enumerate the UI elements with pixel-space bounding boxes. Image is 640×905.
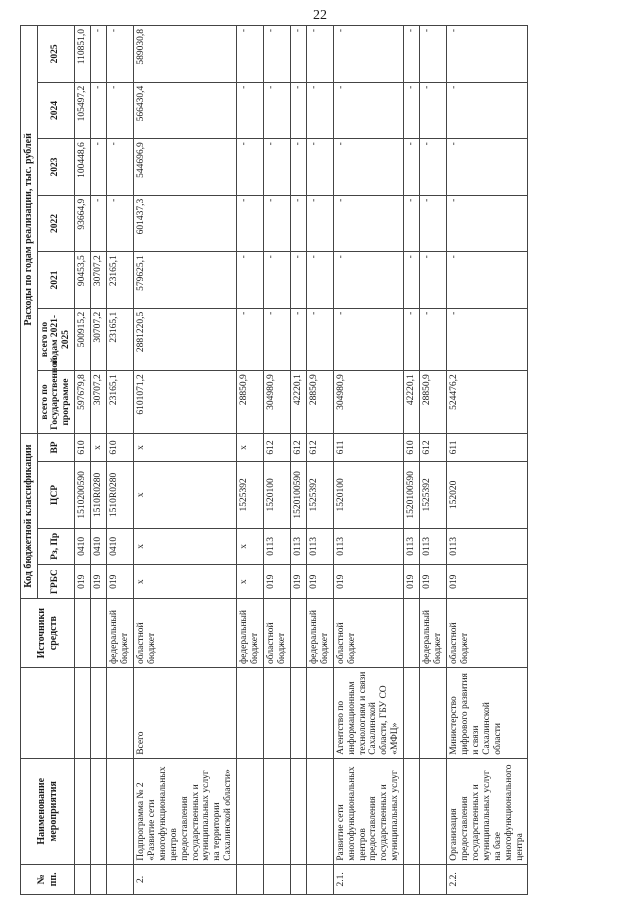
executor — [237, 667, 264, 758]
vr-code: x — [237, 433, 264, 461]
header-rzpr: Рз, Пр — [37, 528, 75, 564]
executor — [420, 667, 447, 758]
year-2022-value: 93664,9 — [75, 195, 91, 252]
year-2024-value: 566430,4 — [133, 82, 236, 139]
rzpr-code: 0113 — [404, 528, 420, 564]
total-program-value: 42220,1 — [290, 371, 306, 434]
csr-code: 1520100 — [264, 462, 291, 529]
total-program-value: 6101071,2 — [133, 371, 236, 434]
table-body — [75, 26, 528, 895]
year-2025-value: - — [264, 26, 291, 83]
table-row — [333, 26, 404, 895]
rzpr-code: 0113 — [290, 528, 306, 564]
row-number — [404, 864, 420, 894]
table-row — [237, 26, 264, 895]
executor: Министерство цифрового развития и связи Сахалинской области — [447, 667, 528, 758]
executor — [306, 667, 333, 758]
year-2025-value: - — [404, 26, 420, 83]
header-name: Наименование мероприятия — [21, 758, 75, 864]
grbs-code: 019 — [404, 565, 420, 599]
year-2021-value: - — [447, 252, 528, 309]
total-program-value: 23165,1 — [107, 371, 134, 434]
year-2022-value: - — [107, 195, 134, 252]
rzpr-code: 0410 — [75, 528, 91, 564]
year-2022-value: - — [333, 195, 404, 252]
rzpr-code: 0113 — [264, 528, 291, 564]
header-csr: ЦСР — [37, 462, 75, 529]
header-no: № пп. — [21, 864, 75, 894]
year-2024-value: - — [290, 82, 306, 139]
header-total-years: всего по годам 2021-2025 — [37, 308, 75, 371]
csr-code: 1510R0280 — [107, 462, 134, 529]
activity-name — [264, 758, 291, 864]
funding-source: областной бюджет — [133, 599, 236, 668]
table-row — [75, 26, 91, 895]
row-number — [237, 864, 264, 894]
year-2024-value: - — [447, 82, 528, 139]
year-2024-value: - — [333, 82, 404, 139]
total-years-value: - — [447, 308, 528, 371]
header-vr: ВР — [37, 433, 75, 461]
year-2025-value: - — [91, 26, 107, 83]
year-2023-value: - — [420, 139, 447, 196]
funding-source — [290, 599, 306, 668]
year-2023-value: - — [333, 139, 404, 196]
funding-source: областной бюджет — [447, 599, 528, 668]
year-2021-value: - — [420, 252, 447, 309]
activity-name — [237, 758, 264, 864]
executor: Всего — [133, 667, 236, 758]
funding-source: федеральный бюджет — [237, 599, 264, 668]
executor — [264, 667, 291, 758]
year-2024-value: - — [237, 82, 264, 139]
row-number — [306, 864, 333, 894]
total-program-value: 42220,1 — [404, 371, 420, 434]
header-year: 2021 — [37, 252, 75, 309]
header-source: Источники средств — [21, 599, 75, 668]
total-program-value: 28850,9 — [306, 371, 333, 434]
activity-name — [290, 758, 306, 864]
row-number: 2.2. — [447, 864, 528, 894]
year-2025-value: - — [420, 26, 447, 83]
year-2021-value: 23165,1 — [107, 252, 134, 309]
rzpr-code: 0113 — [333, 528, 404, 564]
activity-name: Подпрограмма № 2 «Развитие сети многофункциональных центров предоставления государственных и муниципальных услуг на территории Сахалинской области» — [133, 758, 236, 864]
vr-code: 610 — [404, 433, 420, 461]
year-2023-value: - — [237, 139, 264, 196]
page-number: 22 — [313, 8, 327, 23]
grbs-code: 019 — [264, 565, 291, 599]
grbs-code: 019 — [107, 565, 134, 599]
total-years-value: - — [404, 308, 420, 371]
header-executor — [21, 667, 75, 758]
grbs-code: x — [133, 565, 236, 599]
year-2021-value: - — [404, 252, 420, 309]
total-years-value: 30707,2 — [91, 308, 107, 371]
table-row — [133, 26, 236, 895]
year-2023-value: - — [290, 139, 306, 196]
csr-code: 152020 — [447, 462, 528, 529]
csr-code: 1510200590 — [75, 462, 91, 529]
header-year: 2023 — [37, 139, 75, 196]
vr-code: 610 — [75, 433, 91, 461]
total-years-value: 2881220,5 — [133, 308, 236, 371]
row-number: 2.1. — [333, 864, 404, 894]
year-2022-value: - — [264, 195, 291, 252]
row-number — [107, 864, 134, 894]
activity-name: Организация предоставления государственных и муниципальных услуг на базе многофункционального центра — [447, 758, 528, 864]
rzpr-code: 0113 — [420, 528, 447, 564]
year-2022-value: - — [237, 195, 264, 252]
vr-code: 611 — [447, 433, 528, 461]
year-2024-value: - — [264, 82, 291, 139]
activity-name — [75, 758, 91, 864]
header-classification: Код бюджетной классификации — [21, 433, 38, 599]
header-year: 2024 — [37, 82, 75, 139]
grbs-code: 019 — [333, 565, 404, 599]
grbs-code: 019 — [306, 565, 333, 599]
year-2024-value: - — [420, 82, 447, 139]
year-2021-value: - — [306, 252, 333, 309]
total-years-value: - — [264, 308, 291, 371]
year-2023-value: - — [447, 139, 528, 196]
total-years-value: - — [306, 308, 333, 371]
funding-source: федеральный бюджет — [306, 599, 333, 668]
table-row — [107, 26, 134, 895]
vr-code: 612 — [306, 433, 333, 461]
rzpr-code: 0410 — [91, 528, 107, 564]
rzpr-code: 0113 — [447, 528, 528, 564]
executor — [107, 667, 134, 758]
year-2024-value: 105497,2 — [75, 82, 91, 139]
total-program-value: 30707,2 — [91, 371, 107, 434]
csr-code: 1520100590 — [404, 462, 420, 529]
year-2024-value: - — [91, 82, 107, 139]
year-2025-value: - — [237, 26, 264, 83]
total-years-value: - — [290, 308, 306, 371]
table-row — [447, 26, 528, 895]
csr-code: 1510R0280 — [91, 462, 107, 529]
year-2023-value: 544696,9 — [133, 139, 236, 196]
vr-code: x — [133, 433, 236, 461]
total-years-value: - — [237, 308, 264, 371]
year-2022-value: - — [290, 195, 306, 252]
year-2025-value: - — [306, 26, 333, 83]
funding-source: федеральный бюджет — [420, 599, 447, 668]
row-number — [420, 864, 447, 894]
grbs-code: 019 — [91, 565, 107, 599]
funding-source — [404, 599, 420, 668]
activity-name — [91, 758, 107, 864]
total-program-value: 304980,9 — [333, 371, 404, 434]
header-grbs: ГРБС — [37, 565, 75, 599]
csr-code: 1525392 — [237, 462, 264, 529]
year-2023-value: - — [91, 139, 107, 196]
header-total-program: всего по Государственной программе — [37, 371, 75, 434]
year-2025-value: - — [333, 26, 404, 83]
row-number — [91, 864, 107, 894]
year-2021-value: 579625,1 — [133, 252, 236, 309]
year-2022-value: - — [306, 195, 333, 252]
funding-source — [91, 599, 107, 668]
grbs-code: 019 — [447, 565, 528, 599]
vr-code: 612 — [420, 433, 447, 461]
year-2022-value: 601437,3 — [133, 195, 236, 252]
vr-code: 610 — [107, 433, 134, 461]
activity-name — [306, 758, 333, 864]
year-2021-value: - — [237, 252, 264, 309]
rzpr-code: x — [133, 528, 236, 564]
year-2025-value: 589030,8 — [133, 26, 236, 83]
table-row — [290, 26, 306, 895]
table-row — [264, 26, 291, 895]
total-program-value: 304980,9 — [264, 371, 291, 434]
total-years-value: - — [333, 308, 404, 371]
year-2023-value: - — [264, 139, 291, 196]
vr-code: x — [91, 433, 107, 461]
year-2023-value: - — [107, 139, 134, 196]
funding-source — [75, 599, 91, 668]
csr-code: x — [133, 462, 236, 529]
vr-code: 612 — [290, 433, 306, 461]
year-2024-value: - — [306, 82, 333, 139]
grbs-code: 019 — [290, 565, 306, 599]
csr-code: 1520100590 — [290, 462, 306, 529]
row-number — [264, 864, 291, 894]
year-2022-value: - — [447, 195, 528, 252]
executor — [404, 667, 420, 758]
total-program-value: 597679,8 — [75, 371, 91, 434]
table-row — [91, 26, 107, 895]
grbs-code: x — [237, 565, 264, 599]
executor — [75, 667, 91, 758]
executor — [290, 667, 306, 758]
year-2023-value: - — [306, 139, 333, 196]
funding-source: федеральный бюджет — [107, 599, 134, 668]
table-row — [404, 26, 420, 895]
total-program-value: 28850,9 — [420, 371, 447, 434]
header-year: 2025 — [37, 26, 75, 83]
year-2021-value: 90453,5 — [75, 252, 91, 309]
total-years-value: - — [420, 308, 447, 371]
activity-name: Развитие сети многофункциональных центров предоставления государственных и муниципальных услуг — [333, 758, 404, 864]
grbs-code: 019 — [75, 565, 91, 599]
year-2021-value: - — [333, 252, 404, 309]
table-row — [306, 26, 333, 895]
total-program-value: 524476,2 — [447, 371, 528, 434]
header-year: 2022 — [37, 195, 75, 252]
year-2023-value: - — [404, 139, 420, 196]
year-2025-value: - — [447, 26, 528, 83]
activity-name — [404, 758, 420, 864]
year-2025-value: 110851,0 — [75, 26, 91, 83]
year-2024-value: - — [107, 82, 134, 139]
rzpr-code: x — [237, 528, 264, 564]
year-2021-value: - — [264, 252, 291, 309]
year-2021-value: 30707,2 — [91, 252, 107, 309]
total-years-value: 500915,2 — [75, 308, 91, 371]
vr-code: 611 — [333, 433, 404, 461]
year-2025-value: - — [107, 26, 134, 83]
activity-name — [420, 758, 447, 864]
budget-table — [20, 25, 528, 895]
row-number — [75, 864, 91, 894]
year-2024-value: - — [404, 82, 420, 139]
row-number: 2. — [133, 864, 236, 894]
header-expenses: Расходы по годам реализации, тыс. рублей — [21, 26, 38, 434]
year-2023-value: 100448,6 — [75, 139, 91, 196]
activity-name — [107, 758, 134, 864]
vr-code: 612 — [264, 433, 291, 461]
csr-code: 1525392 — [420, 462, 447, 529]
rzpr-code: 0410 — [107, 528, 134, 564]
table-row — [420, 26, 447, 895]
year-2025-value: - — [290, 26, 306, 83]
csr-code: 1520100 — [333, 462, 404, 529]
csr-code: 1525392 — [306, 462, 333, 529]
grbs-code: 019 — [420, 565, 447, 599]
year-2021-value: - — [290, 252, 306, 309]
total-years-value: 23165,1 — [107, 308, 134, 371]
year-2022-value: - — [91, 195, 107, 252]
year-2022-value: - — [420, 195, 447, 252]
total-program-value: 28850,9 — [237, 371, 264, 434]
funding-source: областной бюджет — [264, 599, 291, 668]
row-number — [290, 864, 306, 894]
executor: Агентство по информационным технологиям и связи Сахалинской области, ГБУ СО «МФЦ» — [333, 667, 404, 758]
funding-source: областной бюджет — [333, 599, 404, 668]
year-2022-value: - — [404, 195, 420, 252]
rzpr-code: 0113 — [306, 528, 333, 564]
executor — [91, 667, 107, 758]
